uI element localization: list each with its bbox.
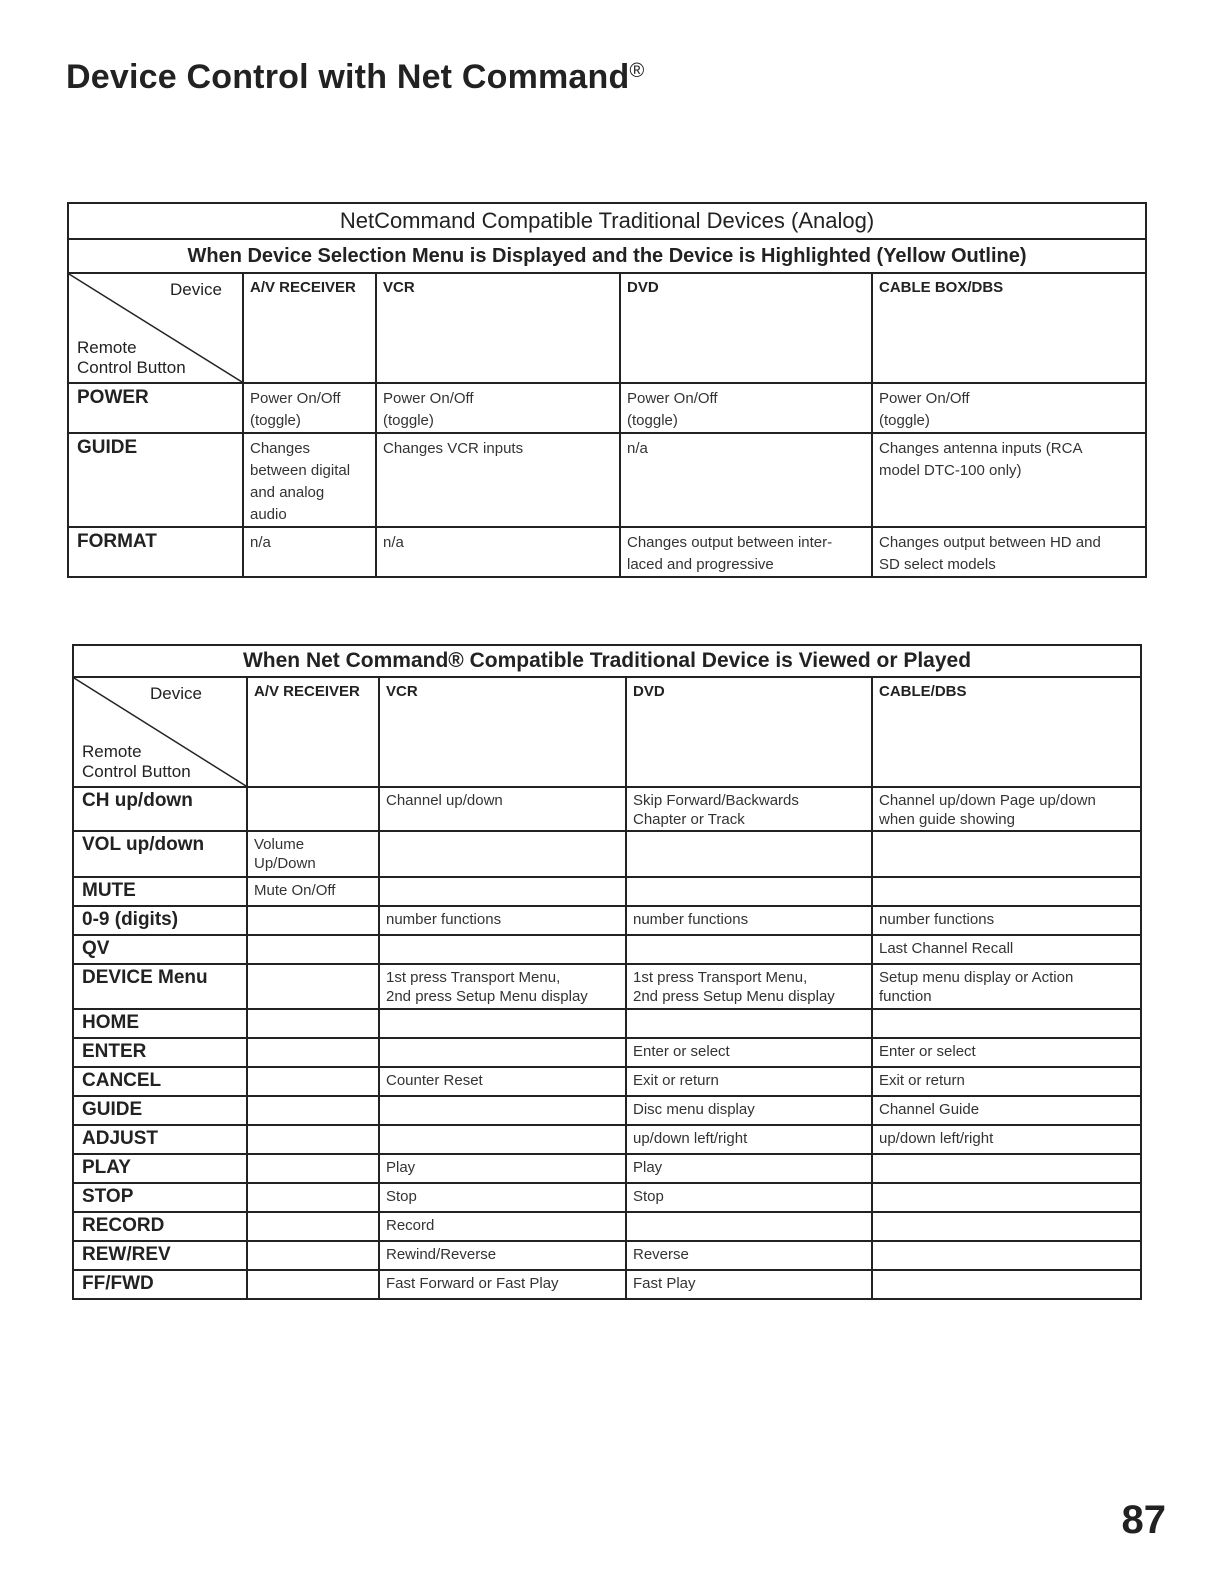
table-cell: 1st press Transport Menu, 2nd press Setup Menu display (626, 964, 872, 1009)
table-cell: Exit or return (626, 1067, 872, 1096)
table-cell: number functions (626, 906, 872, 935)
table-cell: Power On/Off (toggle) (243, 383, 376, 433)
table-row (73, 935, 1141, 964)
table-cell (872, 877, 1141, 906)
table-row (73, 1038, 1141, 1067)
table-cell: number functions (379, 906, 626, 935)
table-row (68, 433, 1146, 527)
table-cell (247, 1183, 379, 1212)
table-subtitle-row (68, 239, 1146, 273)
table-row (73, 1154, 1141, 1183)
remote-button-label: ADJUST (73, 1125, 247, 1154)
table-cell (872, 1183, 1141, 1212)
remote-button-label: ENTER (73, 1038, 247, 1067)
table-cell: Setup menu display or Action function (872, 964, 1141, 1009)
table-cell (379, 1125, 626, 1154)
column-header: DVD (626, 677, 872, 787)
table-cell: Changes VCR inputs (376, 433, 620, 527)
table-cell (379, 831, 626, 877)
remote-button-label: FF/FWD (73, 1270, 247, 1299)
table-cell: n/a (376, 527, 620, 577)
table-cell: n/a (620, 433, 872, 527)
table-cell: Disc menu display (626, 1096, 872, 1125)
table-row (73, 831, 1141, 877)
table-row (68, 527, 1146, 577)
page-title: Device Control with Net Command® (66, 58, 645, 96)
column-header: CABLE BOX/DBS (872, 273, 1146, 383)
column-header-row (73, 677, 1141, 787)
remote-button-label: QV (73, 935, 247, 964)
remote-button-label: POWER (68, 383, 243, 433)
table-title-row (73, 645, 1141, 677)
table-row (73, 787, 1141, 831)
table-cell (247, 1125, 379, 1154)
table-cell (626, 831, 872, 877)
table-cell (247, 787, 379, 831)
table-row (68, 383, 1146, 433)
table-cell: Last Channel Recall (872, 935, 1141, 964)
page-number: 87 (1121, 1498, 1166, 1542)
table-row (73, 1183, 1141, 1212)
registered-mark: ® (629, 60, 645, 82)
table-cell (872, 831, 1141, 877)
corner-device-label: Device (150, 684, 202, 703)
corner-header (73, 677, 247, 787)
table-cell (247, 1038, 379, 1067)
table-cell (247, 1009, 379, 1038)
table-row (73, 1096, 1141, 1125)
table-cell: Channel up/down Page up/down when guide showing (872, 787, 1141, 831)
table-cell (247, 1067, 379, 1096)
table-row (73, 1067, 1141, 1096)
table-cell: Counter Reset (379, 1067, 626, 1096)
table-cell: Skip Forward/Backwards Chapter or Track (626, 787, 872, 831)
table-row (73, 877, 1141, 906)
remote-button-label: MUTE (73, 877, 247, 906)
corner-remote-label: Remote Control Button (77, 338, 186, 377)
table-cell: up/down left/right (626, 1125, 872, 1154)
table-title-row (68, 203, 1146, 239)
table-cell: 1st press Transport Menu, 2nd press Setup Menu display (379, 964, 626, 1009)
table-cell: Enter or select (872, 1038, 1141, 1067)
column-header: CABLE/DBS (872, 677, 1141, 787)
table-row (73, 1125, 1141, 1154)
column-header: DVD (620, 273, 872, 383)
table-cell (872, 1241, 1141, 1270)
table-cell (872, 1212, 1141, 1241)
table-cell (247, 935, 379, 964)
remote-button-label: STOP (73, 1183, 247, 1212)
table-cell: Power On/Off (toggle) (872, 383, 1146, 433)
table-cell: Rewind/Reverse (379, 1241, 626, 1270)
table-cell (626, 1009, 872, 1038)
remote-button-label: RECORD (73, 1212, 247, 1241)
table-cell (379, 1009, 626, 1038)
table-cell (872, 1154, 1141, 1183)
remote-button-label: HOME (73, 1009, 247, 1038)
table-cell: Stop (379, 1183, 626, 1212)
column-header: VCR (379, 677, 626, 787)
table-row (73, 964, 1141, 1009)
table-cell (247, 1096, 379, 1125)
table-cell (379, 877, 626, 906)
table-cell (872, 1009, 1141, 1038)
table-cell: Channel up/down (379, 787, 626, 831)
table-cell (379, 935, 626, 964)
table-cell: Record (379, 1212, 626, 1241)
table-cell: Channel Guide (872, 1096, 1141, 1125)
table-cell: up/down left/right (872, 1125, 1141, 1154)
table-cell: Changes output between HD and SD select models (872, 527, 1146, 577)
table-cell (247, 1212, 379, 1241)
table-cell: Power On/Off (toggle) (620, 383, 872, 433)
table-cell: Play (379, 1154, 626, 1183)
table-cell (247, 1154, 379, 1183)
remote-button-label: FORMAT (68, 527, 243, 577)
table-cell: Fast Forward or Fast Play (379, 1270, 626, 1299)
table-cell: Reverse (626, 1241, 872, 1270)
table-body (73, 787, 1141, 1299)
table-cell (626, 935, 872, 964)
table-cell (247, 1241, 379, 1270)
table-row (73, 1270, 1141, 1299)
table-cell: Enter or select (626, 1038, 872, 1067)
table-cell: Play (626, 1154, 872, 1183)
table-cell (247, 906, 379, 935)
remote-button-label: GUIDE (68, 433, 243, 527)
column-header: A/V RECEIVER (243, 273, 376, 383)
table-body (68, 383, 1146, 577)
analog-devices-table (67, 202, 1147, 578)
remote-button-label: GUIDE (73, 1096, 247, 1125)
table-cell: Stop (626, 1183, 872, 1212)
table-cell: n/a (243, 527, 376, 577)
table-row (73, 1212, 1141, 1241)
table-cell (626, 1212, 872, 1241)
table-cell (247, 964, 379, 1009)
table-cell: Mute On/Off (247, 877, 379, 906)
table-cell: Changes between digital and analog audio (243, 433, 376, 527)
column-header: A/V RECEIVER (247, 677, 379, 787)
remote-button-label: 0-9 (digits) (73, 906, 247, 935)
remote-button-label: PLAY (73, 1154, 247, 1183)
remote-button-label: CH up/down (73, 787, 247, 831)
table-row (73, 1009, 1141, 1038)
table-cell (872, 1270, 1141, 1299)
remote-button-label: REW/REV (73, 1241, 247, 1270)
table-cell: Changes antenna inputs (RCA model DTC-100 only) (872, 433, 1146, 527)
corner-header (68, 273, 243, 383)
table-cell: Power On/Off (toggle) (376, 383, 620, 433)
table-cell (247, 1270, 379, 1299)
viewed-played-table (72, 644, 1142, 1300)
table-cell: Exit or return (872, 1067, 1141, 1096)
table-cell (626, 877, 872, 906)
table-cell: Volume Up/Down (247, 831, 379, 877)
remote-button-label: DEVICE Menu (73, 964, 247, 1009)
table-cell: number functions (872, 906, 1141, 935)
table-cell (379, 1096, 626, 1125)
remote-button-label: VOL up/down (73, 831, 247, 877)
table-subtitle: When Device Selection Menu is Displayed and the Device is Highlighted (Yellow Outline) (68, 239, 1146, 273)
table-title: NetCommand Compatible Traditional Devices (Analog) (68, 203, 1146, 239)
column-header: VCR (376, 273, 620, 383)
table-cell: Changes output between inter- laced and progressive (620, 527, 872, 577)
table-row (73, 1241, 1141, 1270)
remote-button-label: CANCEL (73, 1067, 247, 1096)
column-header-row (68, 273, 1146, 383)
corner-remote-label: Remote Control Button (82, 742, 191, 781)
table-row (73, 906, 1141, 935)
table-cell (379, 1038, 626, 1067)
corner-device-label: Device (170, 280, 222, 299)
table-title: When Net Command® Compatible Traditional Device is Viewed or Played (73, 645, 1141, 677)
table-cell: Fast Play (626, 1270, 872, 1299)
